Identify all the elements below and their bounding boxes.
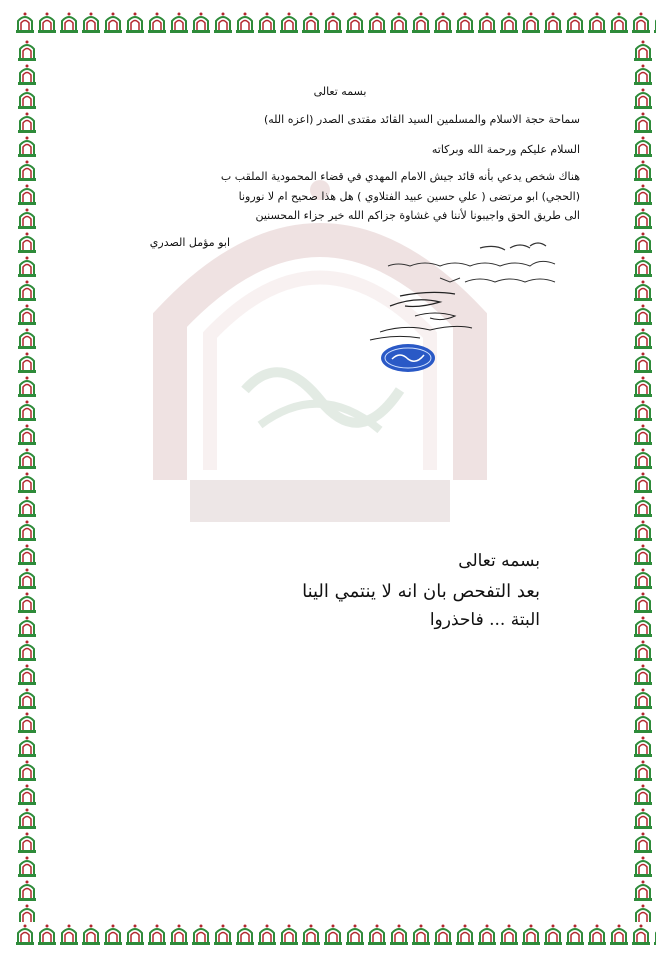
mosque-tile-icon — [17, 615, 37, 637]
mosque-tile-icon — [17, 639, 37, 661]
mosque-tile-icon — [17, 855, 37, 877]
mosque-tile-icon — [213, 923, 233, 945]
mosque-tile-icon — [633, 111, 653, 133]
mosque-tile-icon — [609, 923, 629, 945]
mosque-tile-icon — [587, 11, 607, 33]
mosque-tile-icon — [633, 327, 653, 349]
mosque-tile-icon — [17, 255, 37, 277]
mosque-tile-icon — [17, 423, 37, 445]
mosque-tile-icon — [17, 903, 37, 922]
mosque-tile-icon — [257, 923, 277, 945]
mosque-tile-icon — [433, 11, 453, 33]
mosque-tile-icon — [633, 279, 653, 301]
mosque-tile-icon — [17, 471, 37, 493]
mosque-tile-icon — [633, 711, 653, 733]
mosque-tile-icon — [81, 923, 101, 945]
mosque-tile-icon — [323, 11, 343, 33]
mosque-tile-icon — [633, 903, 653, 922]
mosque-tile-icon — [633, 495, 653, 517]
mosque-tile-icon — [433, 923, 453, 945]
letter-greeting: السلام عليكم ورحمة الله وبركاته — [431, 143, 580, 156]
mosque-tile-icon — [147, 923, 167, 945]
mosque-tile-icon — [59, 923, 79, 945]
border-right — [630, 38, 656, 922]
mosque-tile-icon — [633, 783, 653, 805]
mosque-tile-icon — [633, 303, 653, 325]
mosque-tile-icon — [633, 543, 653, 565]
mosque-tile-icon — [17, 783, 37, 805]
mosque-tile-icon — [477, 923, 497, 945]
mosque-tile-icon — [653, 923, 656, 945]
mosque-tile-icon — [633, 687, 653, 709]
mosque-tile-icon — [411, 11, 431, 33]
mosque-tile-icon — [633, 567, 653, 589]
mosque-tile-icon — [17, 687, 37, 709]
mosque-tile-icon — [59, 11, 79, 33]
blue-seal-stamp-icon — [380, 343, 436, 373]
mosque-tile-icon — [17, 303, 37, 325]
border-left — [14, 38, 40, 922]
mosque-tile-icon — [213, 11, 233, 33]
mosque-tile-icon — [191, 923, 211, 945]
mosque-tile-icon — [323, 923, 343, 945]
mosque-tile-icon — [125, 923, 145, 945]
mosque-tile-icon — [17, 231, 37, 253]
mosque-tile-icon — [543, 923, 563, 945]
mosque-tile-icon — [587, 923, 607, 945]
mosque-tile-icon — [633, 735, 653, 757]
mosque-tile-icon — [17, 135, 37, 157]
mosque-tile-icon — [17, 735, 37, 757]
mosque-tile-icon — [81, 11, 101, 33]
mosque-tile-icon — [279, 923, 299, 945]
mosque-tile-icon — [17, 591, 37, 613]
mosque-tile-icon — [17, 663, 37, 685]
mosque-tile-icon — [279, 11, 299, 33]
mosque-tile-icon — [633, 471, 653, 493]
mosque-tile-icon — [17, 447, 37, 469]
mosque-tile-icon — [257, 11, 277, 33]
mosque-tile-icon — [17, 279, 37, 301]
mosque-tile-icon — [17, 39, 37, 61]
mosque-tile-icon — [521, 11, 541, 33]
mosque-tile-icon — [633, 447, 653, 469]
border-bottom — [14, 922, 656, 948]
mosque-tile-icon — [633, 423, 653, 445]
mosque-tile-icon — [17, 159, 37, 181]
mosque-tile-icon — [565, 11, 585, 33]
mosque-tile-icon — [633, 183, 653, 205]
mosque-tile-icon — [633, 663, 653, 685]
mosque-tile-icon — [17, 87, 37, 109]
letter-body-line3: الى طريق الحق واجيبونا لأننا في غشاوة جزاكم الله خير جزاء المحسنين — [255, 209, 580, 222]
mosque-tile-icon — [499, 923, 519, 945]
mosque-tile-icon — [125, 11, 145, 33]
mosque-tile-icon — [17, 63, 37, 85]
mosque-tile-icon — [633, 519, 653, 541]
mosque-tile-icon — [17, 207, 37, 229]
mosque-tile-icon — [633, 399, 653, 421]
mosque-tile-icon — [37, 11, 57, 33]
mosque-tile-icon — [521, 923, 541, 945]
mosque-tile-icon — [389, 11, 409, 33]
transcription-line1: بسمه تعالى — [458, 551, 540, 571]
mosque-tile-icon — [477, 11, 497, 33]
letter-recipient: سماحة حجة الاسلام والمسلمين السيد القائد مقتدى الصدر (اعزه الله) — [263, 113, 580, 126]
mosque-tile-icon — [633, 879, 653, 901]
mosque-tile-icon — [633, 231, 653, 253]
mosque-tile-icon — [633, 759, 653, 781]
mosque-tile-icon — [389, 923, 409, 945]
transcription-line3: البتة ... فاحذروا — [429, 610, 540, 630]
mosque-tile-icon — [653, 11, 656, 33]
mosque-tile-icon — [103, 11, 123, 33]
mosque-tile-icon — [633, 39, 653, 61]
mosque-tile-icon — [17, 759, 37, 781]
mosque-tile-icon — [543, 11, 563, 33]
mosque-tile-icon — [631, 923, 651, 945]
mosque-tile-icon — [37, 923, 57, 945]
mosque-tile-icon — [17, 519, 37, 541]
mosque-tile-icon — [633, 615, 653, 637]
mosque-tile-icon — [103, 923, 123, 945]
mosque-tile-icon — [17, 711, 37, 733]
mosque-tile-icon — [15, 11, 35, 33]
mosque-tile-icon — [633, 375, 653, 397]
mosque-tile-icon — [633, 591, 653, 613]
mosque-tile-icon — [631, 11, 651, 33]
mosque-tile-icon — [455, 923, 475, 945]
mosque-tile-icon — [147, 11, 167, 33]
mosque-tile-icon — [301, 11, 321, 33]
mosque-tile-icon — [17, 879, 37, 901]
mosque-tile-icon — [411, 923, 431, 945]
mosque-tile-icon — [301, 923, 321, 945]
mosque-tile-icon — [17, 807, 37, 829]
mosque-tile-icon — [17, 567, 37, 589]
transcription-line2: بعد التفحص بان انه لا ينتمي الينا — [302, 581, 540, 602]
mosque-tile-icon — [169, 923, 189, 945]
mosque-tile-icon — [633, 351, 653, 373]
mosque-tile-icon — [191, 11, 211, 33]
mosque-tile-icon — [17, 183, 37, 205]
mosque-tile-icon — [17, 543, 37, 565]
mosque-tile-icon — [15, 923, 35, 945]
handwritten-reply-icon — [380, 238, 560, 290]
mosque-tile-icon — [235, 923, 255, 945]
mosque-tile-icon — [17, 375, 37, 397]
mosque-tile-icon — [345, 923, 365, 945]
letter-sender: ابو مؤمل الصدري — [149, 236, 230, 249]
mosque-tile-icon — [633, 159, 653, 181]
mosque-tile-icon — [455, 11, 475, 33]
mosque-tile-icon — [367, 923, 387, 945]
border-top — [14, 10, 656, 36]
mosque-tile-icon — [169, 11, 189, 33]
mosque-tile-icon — [633, 255, 653, 277]
mosque-tile-icon — [609, 11, 629, 33]
mosque-tile-icon — [17, 831, 37, 853]
mosque-tile-icon — [345, 11, 365, 33]
mosque-tile-icon — [633, 87, 653, 109]
mosque-tile-icon — [17, 495, 37, 517]
mosque-tile-icon — [367, 11, 387, 33]
mosque-tile-icon — [17, 399, 37, 421]
letter-body-line2: (الحجي) ابو مرتضى ( علي حسين عبيد الفتلاوي ) هل هذا صحيح ام لا نورونا — [238, 190, 580, 203]
mosque-tile-icon — [633, 135, 653, 157]
mosque-tile-icon — [633, 63, 653, 85]
mosque-tile-icon — [633, 831, 653, 853]
mosque-tile-icon — [499, 11, 519, 33]
mosque-tile-icon — [17, 351, 37, 373]
mosque-tile-icon — [17, 111, 37, 133]
letter-heading: بسمه تعالى — [313, 85, 367, 98]
letter-body-line1: هناك شخص يدعي بأنه قائد جيش الامام المهدي في قضاء المحمودية الملقب ب — [220, 170, 580, 183]
mosque-tile-icon — [235, 11, 255, 33]
mosque-tile-icon — [633, 855, 653, 877]
handwritten-signature-icon — [360, 288, 480, 343]
mosque-tile-icon — [633, 207, 653, 229]
mosque-tile-icon — [633, 807, 653, 829]
mosque-tile-icon — [633, 639, 653, 661]
mosque-tile-icon — [17, 327, 37, 349]
mosque-tile-icon — [565, 923, 585, 945]
